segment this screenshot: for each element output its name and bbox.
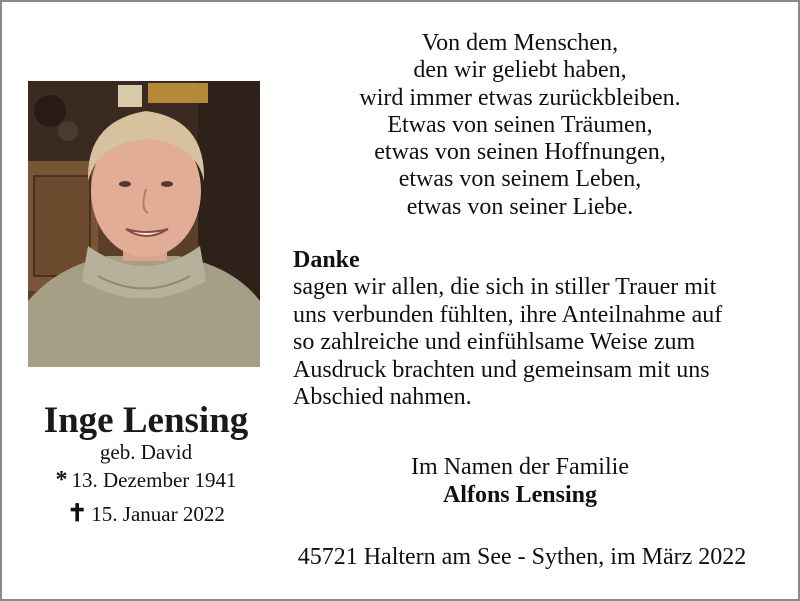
portrait-photo <box>28 81 260 367</box>
family-intro: Im Namen der Familie <box>411 454 629 480</box>
poem-line: wird immer etwas zurückbleiben. <box>359 84 681 111</box>
birth-date: 13. Dezember 1941 <box>71 468 237 492</box>
poem-line: Von dem Menschen, <box>421 30 619 56</box>
thanks-line: Ausdruck brachten und gemeinsam mit uns <box>293 356 710 383</box>
thanks-text <box>293 274 763 412</box>
thanks-line: so zahlreiche und einfühlsame Weise zum <box>293 329 696 355</box>
thanks-heading: Danke <box>293 247 360 273</box>
death-date: 15. Januar 2022 <box>91 502 225 526</box>
poem-line: etwas von seiner Liebe. <box>406 193 634 220</box>
maiden-name: geb. David <box>99 440 193 464</box>
poem-line: Etwas von seinen Träumen, <box>387 111 653 138</box>
family-signatory: Alfons Lensing <box>442 482 598 508</box>
thanks-line: Abschied nahmen. <box>293 384 472 410</box>
cross-icon: ✝ <box>67 501 88 527</box>
memorial-poem <box>292 30 748 221</box>
thanks-line: sagen wir allen, die sich in stiller Trauer mit <box>293 274 717 300</box>
thanks-line: uns verbunden fühlten, ihre Anteilnahme auf <box>293 301 723 328</box>
birth-line <box>2 468 290 492</box>
poem-line: den wir geliebt haben, <box>413 57 627 84</box>
portrait-image <box>28 81 260 367</box>
poem-line: etwas von seinem Leben, <box>398 166 642 193</box>
place-and-date: 45721 Haltern am See - Sythen, im März 2022 <box>297 544 747 570</box>
birth-star-icon: * <box>55 467 68 493</box>
deceased-name: Inge Lensing <box>43 400 249 441</box>
death-line <box>2 502 290 526</box>
poem-line: etwas von seinen Hoffnungen, <box>374 139 666 166</box>
